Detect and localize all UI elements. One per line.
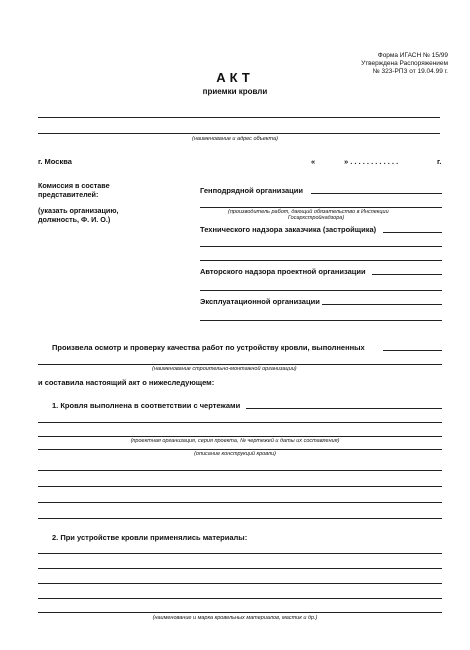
author-supervision-line[interactable] (372, 274, 442, 275)
object-line-2[interactable] (38, 133, 440, 134)
item-1-line-2[interactable] (38, 422, 442, 423)
general-contractor-line[interactable] (311, 193, 442, 194)
general-contractor-label: Генподрядной организации (200, 186, 304, 195)
form-approval: Утверждена Распоряжением (361, 60, 448, 67)
builder-org-caption: (наименование строительно-монтажной организации) (152, 366, 297, 372)
commission-line2: представителей: (38, 190, 99, 199)
project-org-caption: (проектная организация, серия проекта, № чертежей и даты их составления) (130, 438, 340, 444)
form-number: Форма ИГАСН № 15/99 (377, 52, 448, 59)
structures-line-3[interactable] (38, 502, 442, 503)
materials-line-2[interactable] (38, 568, 442, 569)
technical-supervision-label: Технического надзора заказчика (застройщика) (200, 225, 377, 234)
act-statement: и составила настоящий акт о нижеследующем: (38, 378, 215, 387)
item-1-label: 1. Кровля выполнена в соответствии с чертежами (52, 401, 241, 410)
date-dots[interactable]: » . . . . . . . . . . . . (344, 157, 399, 166)
commission-hint-line1: (указать организацию, (38, 206, 119, 215)
commission-line1: Комиссия в составе (38, 181, 110, 190)
item-1-line[interactable] (246, 408, 442, 409)
structures-caption: (описание конструкций кровли) (194, 451, 276, 457)
technical-supervision-line-2[interactable] (200, 246, 442, 247)
materials-line-4[interactable] (38, 598, 442, 599)
author-supervision-line-2[interactable] (200, 290, 442, 291)
materials-caption: (наименование и марка кровельных материалов, мастик и др.) (152, 615, 318, 621)
city-label: г. Москва (38, 157, 72, 166)
author-supervision-label: Авторского надзора проектной организации (200, 267, 366, 276)
object-line-1[interactable] (38, 117, 440, 118)
contractor-rep-caption-2: Госархстройнадзора) (288, 215, 345, 221)
structures-line-4[interactable] (38, 518, 442, 519)
commission-label (38, 181, 110, 199)
item-1-line-3[interactable] (38, 436, 442, 437)
structures-line-1[interactable] (38, 470, 442, 471)
object-caption: (наименование и адрес объекта) (192, 136, 278, 142)
operation-org-line-2[interactable] (200, 320, 442, 321)
general-contractor-line-2[interactable] (200, 207, 442, 208)
date-year-suffix: г. (437, 157, 442, 166)
date-open-quote: « (311, 157, 316, 166)
document-subtitle: приемки кровли (202, 87, 268, 96)
contractor-rep-caption: (производитель работ, дающий обязательство в Инспекции (228, 209, 389, 215)
materials-line-3[interactable] (38, 583, 442, 584)
commission-hint (38, 206, 118, 224)
form-order: № 323-РПЗ от 19.04.99 г. (372, 68, 448, 75)
inspection-line[interactable] (383, 350, 442, 351)
operation-org-label: Эксплуатационной организации (200, 297, 320, 306)
materials-line-1[interactable] (38, 553, 442, 554)
item-2-label: 2. При устройстве кровли применялись материалы: (52, 533, 248, 542)
materials-line-5[interactable] (38, 612, 442, 613)
structures-line-2[interactable] (38, 486, 442, 487)
inspection-statement: Произвела осмотр и проверку качества работ по устройству кровли, выполненных (52, 343, 365, 352)
technical-supervision-line-3[interactable] (200, 260, 442, 261)
technical-supervision-line[interactable] (383, 232, 442, 233)
operation-org-line[interactable] (322, 304, 442, 305)
commission-hint-line2: должность, Ф. И. О.) (38, 215, 111, 224)
item-1-line-4[interactable] (38, 449, 442, 450)
document-title: АКТ (216, 70, 254, 85)
inspection-line-2[interactable] (38, 364, 442, 365)
